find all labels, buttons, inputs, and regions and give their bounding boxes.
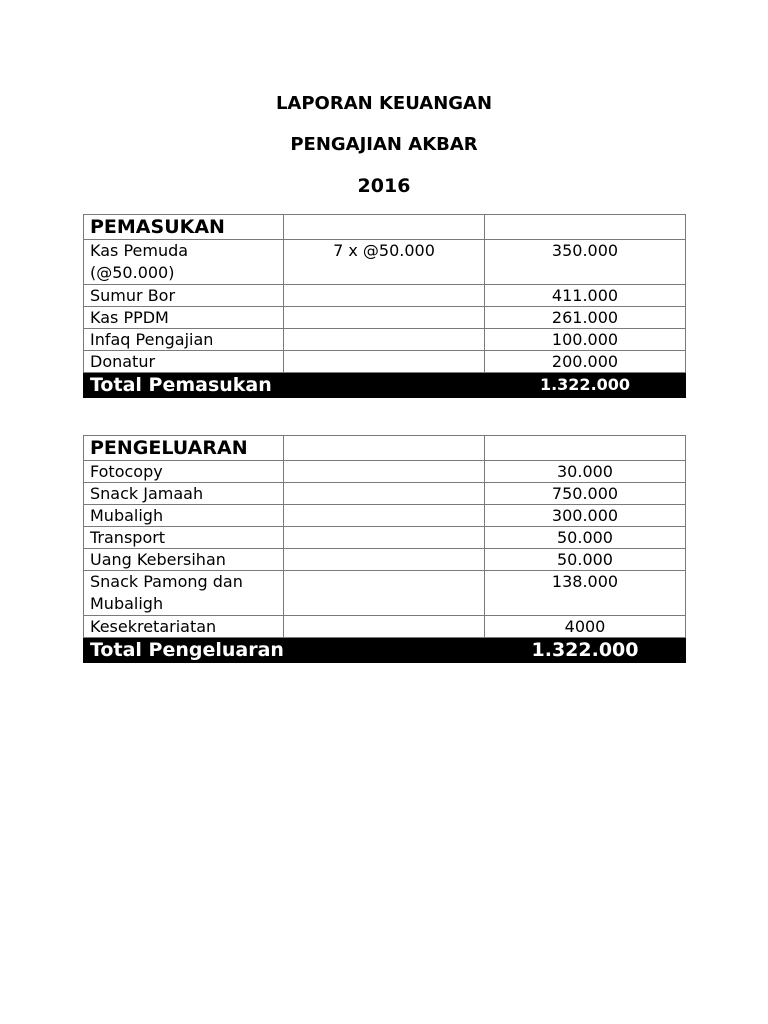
- row-amount: 200.000: [485, 351, 686, 373]
- row-amount: 50.000: [485, 549, 686, 571]
- table-row: [84, 240, 686, 285]
- row-detail: [284, 549, 485, 571]
- row-detail: [284, 483, 485, 505]
- expense-table: [83, 435, 686, 663]
- table-cell-empty: [284, 215, 485, 240]
- expense-total-label: Total Pengeluaran: [84, 638, 485, 663]
- row-detail: [284, 351, 485, 373]
- table-cell-empty: [485, 215, 686, 240]
- expense-header-row: [84, 436, 686, 461]
- table-row: [84, 571, 686, 616]
- row-label: Snack Pamong dan Mubaligh: [84, 571, 284, 616]
- expense-total-amount: 1.322.000: [485, 638, 686, 663]
- row-detail: [284, 329, 485, 351]
- table-cell-empty: [284, 436, 485, 461]
- row-amount: 138.000: [485, 571, 686, 616]
- report-year: 2016: [357, 175, 411, 197]
- row-label: Snack Jamaah: [84, 483, 284, 505]
- row-detail: [284, 571, 485, 616]
- row-detail: [284, 461, 485, 483]
- row-label: Sumur Bor: [84, 285, 284, 307]
- income-header-row: [84, 215, 686, 240]
- income-total-label: Total Pemasukan: [84, 373, 485, 398]
- expense-heading: PENGELUARAN: [84, 436, 284, 461]
- row-label: Infaq Pengajian: [84, 329, 284, 351]
- income-total-amount: 1.322.000: [485, 373, 686, 398]
- row-label: Uang Kebersihan: [84, 549, 284, 571]
- row-label: Fotocopy: [84, 461, 284, 483]
- income-total-row: [84, 373, 686, 398]
- row-amount: 750.000: [485, 483, 686, 505]
- row-label: Kas Pemuda (@50.000): [84, 240, 284, 285]
- expense-total-row: [84, 638, 686, 663]
- row-amount: 261.000: [485, 307, 686, 329]
- table-row: [84, 461, 686, 483]
- table-cell-empty: [485, 436, 686, 461]
- table-row: [84, 549, 686, 571]
- income-table: [83, 214, 686, 398]
- row-amount: 300.000: [485, 505, 686, 527]
- report-title: LAPORAN KEUANGAN: [275, 93, 493, 114]
- row-amount: 350.000: [485, 240, 686, 285]
- table-row: [84, 616, 686, 638]
- table-row: [84, 329, 686, 351]
- row-detail: [284, 527, 485, 549]
- row-label: Kesekretariatan: [84, 616, 284, 638]
- row-detail: [284, 285, 485, 307]
- row-label: Mubaligh: [84, 505, 284, 527]
- row-detail: [284, 505, 485, 527]
- row-amount: 50.000: [485, 527, 686, 549]
- row-label: Transport: [84, 527, 284, 549]
- table-row: [84, 307, 686, 329]
- table-row: [84, 505, 686, 527]
- table-row: [84, 351, 686, 373]
- row-amount: 30.000: [485, 461, 686, 483]
- row-amount: 4000: [485, 616, 686, 638]
- income-heading: PEMASUKAN: [84, 215, 284, 240]
- row-detail: 7 x @50.000: [284, 240, 485, 285]
- table-row: [84, 285, 686, 307]
- row-label: Kas PPDM: [84, 307, 284, 329]
- table-row: [84, 527, 686, 549]
- row-amount: 100.000: [485, 329, 686, 351]
- row-detail: [284, 307, 485, 329]
- report-subtitle: PENGAJIAN AKBAR: [290, 134, 478, 155]
- row-label: Donatur: [84, 351, 284, 373]
- row-amount: 411.000: [485, 285, 686, 307]
- table-row: [84, 483, 686, 505]
- row-detail: [284, 616, 485, 638]
